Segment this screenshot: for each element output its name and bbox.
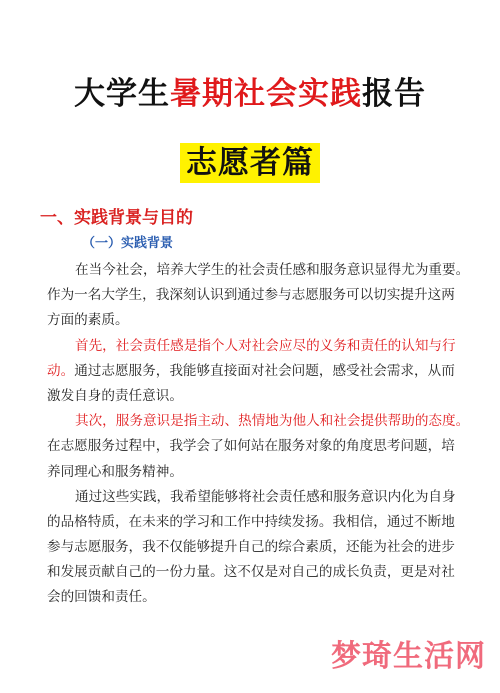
section-heading: 一、实践背景与目的 [40, 208, 193, 228]
paragraph-1-line-2: 作为一名大学生，我深刻认识到通过参与志愿服务可以切实提升这两 [47, 287, 455, 304]
paragraph-3-line-1: 其次，服务意识是指主动、热情地为他人和社会提供帮助的态度。 [75, 413, 470, 430]
body-text [47, 258, 470, 611]
paragraph-2-line-3: 激发自身的责任意识。 [47, 387, 183, 404]
paragraph-3-line-2: 在志愿服务过程中，我学会了如何站在服务对象的角度思考问题，培 [47, 438, 455, 455]
paragraph-4-line-5: 会的回馈和责任。 [47, 589, 156, 606]
page-title [0, 74, 500, 114]
paragraph-2-line-1: 首先，社会责任感是指个人对社会应尽的义务和责任的认知与行 [75, 337, 456, 354]
paragraph-4-line-4: 和发展贡献自己的一份力量。这不仅是对自己的成长负责，更是对社 [47, 564, 455, 581]
title-part-2-highlight: 暑期社会实践 [170, 76, 362, 112]
paragraph-4-line-3: 参与志愿服务，我不仅能够提升自己的综合素质，还能为社会的进步 [47, 539, 455, 556]
title-part-1: 大学生 [74, 76, 170, 112]
subtitle-wrap [0, 143, 500, 183]
paragraph-1-line-1: 在当今社会，培养大学生的社会责任感和服务意识显得尤为重要。 [75, 262, 470, 278]
paragraph-2-line-2 [47, 359, 467, 384]
paragraph-3-line-3: 养同理心和服务精神。 [47, 463, 183, 480]
paragraph-4-line-1: 通过这些实践，我希望能够将社会责任感和服务意识内化为自身 [75, 488, 456, 505]
paragraph-2-line-2-rest: 通过志愿服务，我能够直接面对社会问题，感受社会需求，从而 [74, 362, 455, 379]
section-subheading: （一）实践背景 [82, 236, 174, 251]
title-part-3: 报告 [362, 76, 426, 112]
watermark-logo: 梦琦生活网 [331, 639, 486, 674]
paragraph-4-line-2: 的品格特质，在未来的学习和工作中持续发扬。我相信，通过不断地 [47, 513, 455, 530]
paragraph-1-line-3: 方面的素质。 [47, 312, 129, 329]
page-subtitle: 志愿者篇 [180, 143, 320, 183]
paragraph-2-line-2-red: 动。 [47, 362, 75, 379]
